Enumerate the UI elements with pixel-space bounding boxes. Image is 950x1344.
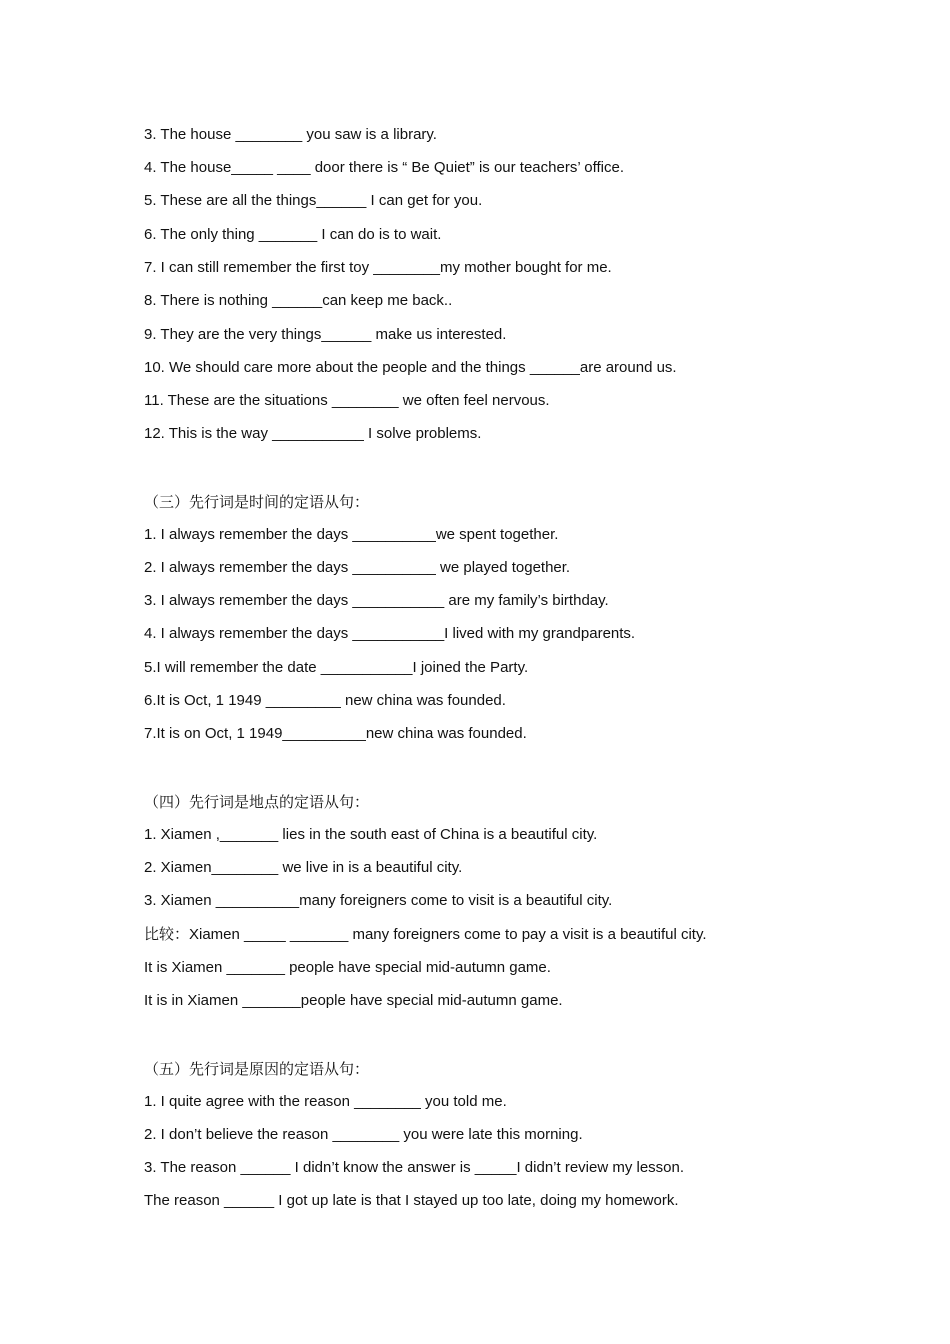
exercise-line: 5. These are all the things______ I can get for you. xyxy=(144,192,483,209)
exercise-line: 11. These are the situations ________ we often feel nervous. xyxy=(144,392,550,409)
section-heading-reason: （五）先行词是原因的定语从句： xyxy=(144,1060,370,1078)
exercise-line: 9. They are the very things______ make us interested. xyxy=(144,326,507,343)
exercise-line: 3. The house ________ you saw is a library. xyxy=(144,126,437,143)
exercise-line: 2. I always remember the days __________ we played together. xyxy=(144,559,571,576)
exercise-line: 4. I always remember the days ___________I lived with my grandparents. xyxy=(144,625,636,642)
exercise-line: 2. I don’t believe the reason ________ you were late this morning. xyxy=(144,1126,583,1143)
section-heading-place: （四）先行词是地点的定语从句： xyxy=(144,793,370,811)
exercise-line: 1. Xiamen ,_______ lies in the south east of China is a beautiful city. xyxy=(144,826,598,843)
exercise-line: 6. The only thing _______ I can do is to wait. xyxy=(144,226,442,243)
exercise-line: 6.It is Oct, 1 1949 _________ new china was founded. xyxy=(144,692,506,709)
exercise-line: 8. There is nothing ______can keep me back.. xyxy=(144,292,453,309)
comparison-line: 比较：Xiamen _____ _______ many foreigners come to pay a visit is a beautiful city. xyxy=(144,926,707,943)
exercise-line: 5.I will remember the date ___________I joined the Party. xyxy=(144,659,529,676)
exercise-line: It is Xiamen _______ people have special mid-autumn game. xyxy=(144,959,551,976)
exercise-line: 3. I always remember the days ___________ are my family’s birthday. xyxy=(144,592,609,609)
exercise-line: The reason ______ I got up late is that I stayed up too late, doing my homework. xyxy=(144,1192,679,1209)
exercise-line: 3. The reason ______ I didn’t know the answer is _____I didn’t review my lesson. xyxy=(144,1159,685,1176)
exercise-line: 12. This is the way ___________ I solve problems. xyxy=(144,425,482,442)
exercise-line: 7. I can still remember the first toy ________my mother bought for me. xyxy=(144,259,612,276)
exercise-line: 7.It is on Oct, 1 1949__________new china was founded. xyxy=(144,725,527,742)
exercise-line: 1. I always remember the days __________we spent together. xyxy=(144,526,559,543)
section-heading-time: （三）先行词是时间的定语从句： xyxy=(144,493,370,511)
exercise-line: 10. We should care more about the people and the things ______are around us. xyxy=(144,359,677,376)
exercise-line: 3. Xiamen __________many foreigners come to visit is a beautiful city. xyxy=(144,892,613,909)
exercise-line: 1. I quite agree with the reason ________ you told me. xyxy=(144,1093,507,1110)
exercise-line: 2. Xiamen________ we live in is a beautiful city. xyxy=(144,859,463,876)
exercise-line: It is in Xiamen _______people have special mid-autumn game. xyxy=(144,992,563,1009)
exercise-line: 4. The house_____ ____ door there is “ Be Quiet” is our teachers’ office. xyxy=(144,159,625,176)
